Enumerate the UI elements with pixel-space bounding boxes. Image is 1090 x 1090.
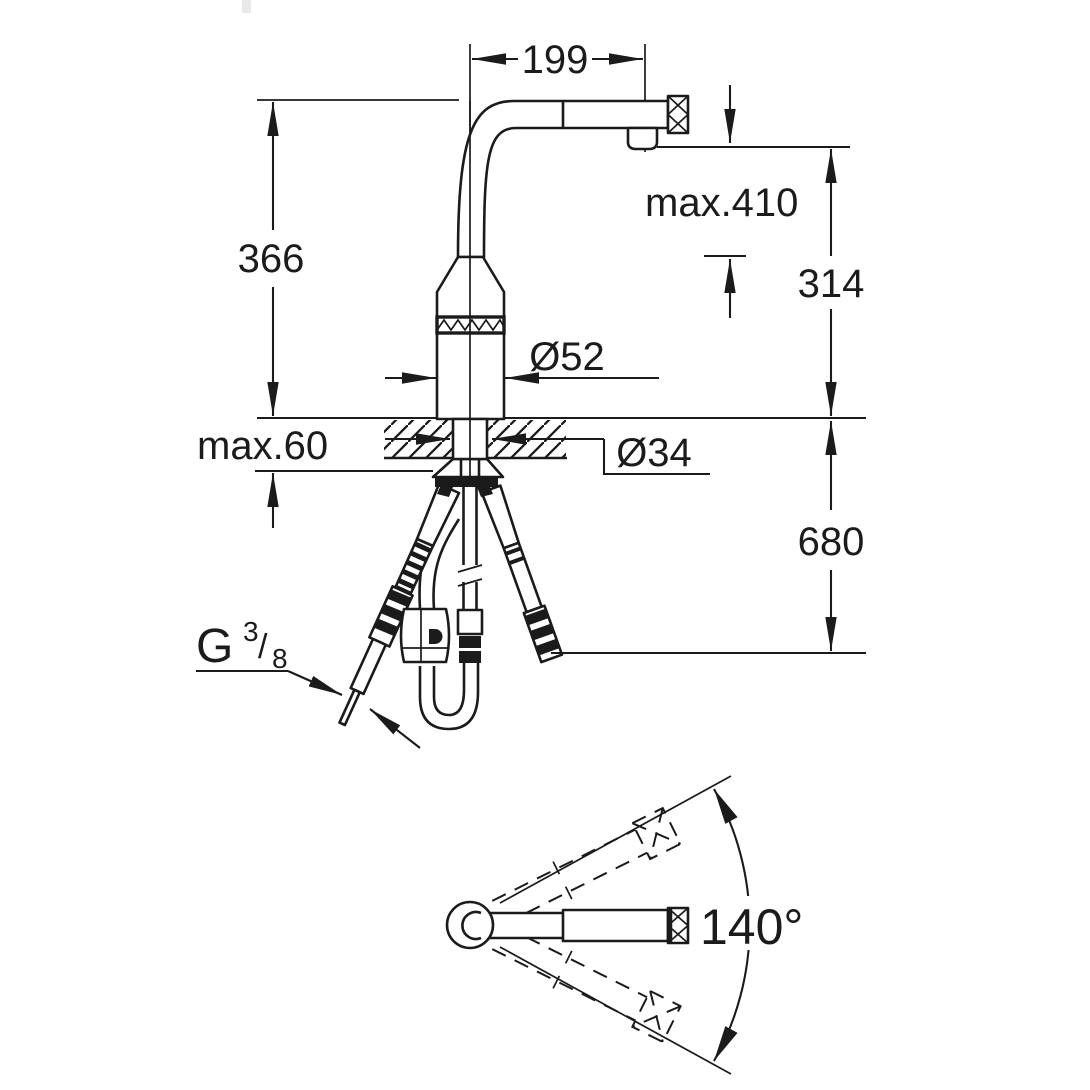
arc-arrow-lower [708,1026,738,1064]
washer [435,478,498,487]
dim-body-diameter-label: Ø52 [529,335,605,379]
dim-body-diameter [385,335,659,379]
dim-max-outlet-height-label: max.410 [645,181,799,225]
thread-separator-label: / [258,628,268,666]
scan-artifact-tick [242,0,251,13]
under-deck-assembly [340,459,563,729]
dim-outlet-to-deck-label: 314 [797,262,865,306]
dim-swivel-angle-label: 140° [700,899,804,955]
counter-section [255,418,866,471]
dim-supply-length-label: 680 [797,520,865,564]
swivel-top-view [447,776,807,1074]
dim-deck-thickness [197,424,328,528]
dim-spout-height [238,102,305,416]
top-view-aerator [668,908,688,943]
thread-prefix-label: G [196,620,234,673]
thread-numerator-label: 3 [243,616,259,647]
aerator [668,96,688,133]
hose-connector [458,610,482,634]
dimensions [196,38,866,748]
side-view [196,38,866,748]
hose-weight [401,609,449,662]
dim-swivel-angle [697,896,807,955]
dim-outlet-to-deck [798,149,865,416]
pullout-hose-tube [458,486,482,663]
spray-release-nub [628,128,657,149]
supply-hose-left [340,484,460,725]
top-view-spout [447,902,688,948]
dim-spout-reach [472,38,643,82]
dim-spout-height-label: 366 [237,237,305,281]
dim-hole-diameter-label: Ø34 [616,431,692,475]
dim-supply-length [551,421,866,653]
dim-spout-reach-label: 199 [521,38,589,82]
supply-hose-right [482,486,562,662]
arc-arrow-upper [708,786,738,824]
top-view-pivot [447,902,493,948]
dim-deck-thickness-label: max.60 [197,424,329,468]
top-view-spray-head [563,910,668,941]
thread-denominator-label: 8 [272,643,288,674]
